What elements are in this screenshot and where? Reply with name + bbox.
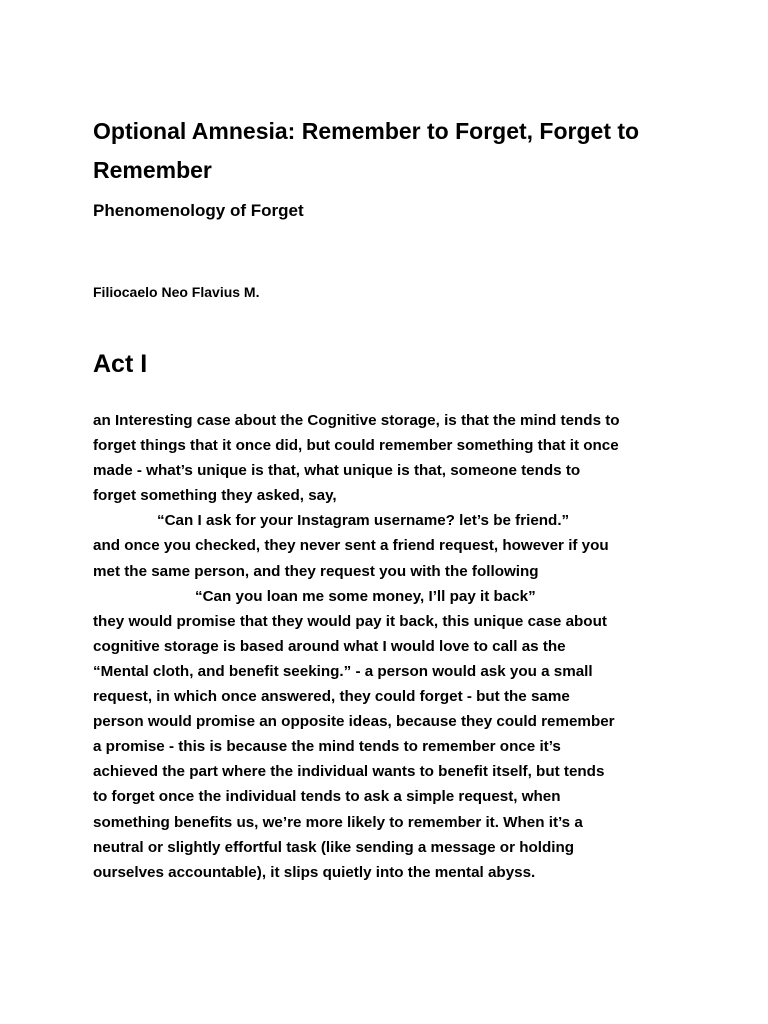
quote-line: “Can I ask for your Instagram username? let’s be friend.”: [157, 512, 570, 530]
quote-line: “Can you loan me some money, I’ll pay it back”: [195, 587, 536, 605]
body-line: an Interesting case about the Cognitive storage, is that the mind tends to: [93, 412, 620, 429]
body-line: “Mental cloth, and benefit seeking.” - a person would ask you a small: [93, 662, 593, 680]
body-line: met the same person, and they request you with the following: [93, 562, 539, 580]
section-heading: Act I: [93, 350, 148, 378]
body-line: forget something they asked, say,: [93, 487, 337, 505]
body-line: person would promise an opposite ideas, because they could remember: [93, 713, 615, 731]
body-line: they would promise that they would pay it back, this unique case about: [93, 612, 607, 630]
body-line: neutral or slightly effortful task (like sending a message or holding: [93, 838, 575, 856]
document-title: Optional Amnesia: Remember to Forget, Forget to Remember: [93, 118, 640, 183]
body-line: cognitive storage is based around what I would love to call as the: [93, 637, 566, 655]
author-name: Filiocaelo Neo Flavius M.: [93, 284, 260, 300]
body-line: to forget once the individual tends to ask a simple request, when: [93, 788, 561, 806]
body-line: made - what’s unique is that, what unique is that, someone tends to: [93, 462, 581, 480]
body-paragraph: [93, 408, 693, 885]
body-line: a promise - this is because the mind tends to remember once it’s: [93, 738, 561, 756]
body-line: forget things that it once did, but could remember something that it once: [93, 437, 619, 455]
document-subtitle: Phenomenology of Forget: [93, 201, 304, 220]
body-line: and once you checked, they never sent a friend request, however if you: [93, 537, 609, 555]
body-line: something benefits us, we’re more likely to remember it. When it’s a: [93, 813, 583, 831]
body-line: request, in which once answered, they could forget - but the same: [93, 688, 570, 706]
body-line: achieved the part where the individual wants to benefit itself, but tends: [93, 763, 605, 781]
body-line: ourselves accountable), it slips quietly into the mental abyss.: [93, 863, 536, 881]
